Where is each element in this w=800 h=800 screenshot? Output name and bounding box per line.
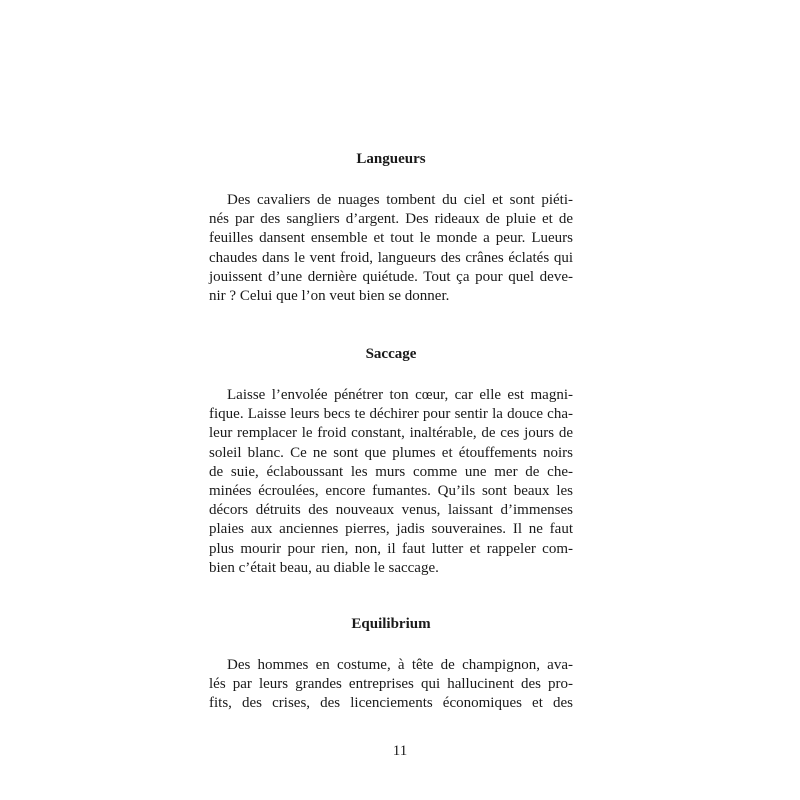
text-line: minées écroulées, encore fumantes. Qu’ils sont beaux les xyxy=(209,482,573,499)
paragraph xyxy=(209,191,573,306)
text-line: Laisse l’envolée pénétrer ton cœur, car elle est magni- xyxy=(227,387,573,403)
section-title: Equilibrium xyxy=(351,616,431,632)
text-line: soleil blanc. Ce ne sont que plumes et étouffements noirs xyxy=(209,444,573,461)
text-line: feuilles dansent ensemble et tout le monde a peur. Lueurs xyxy=(209,230,573,247)
text-line: décors détruits des nouveaux venus, laissant d’immenses xyxy=(209,502,573,519)
text-line: Des hommes en costume, à tête de champignon, ava- xyxy=(227,657,573,673)
section-title: Saccage xyxy=(365,346,417,362)
text-line: de suie, éclaboussant les murs comme une mer de che- xyxy=(209,463,573,480)
text-line: plus mourir pour rien, non, il faut lutter et rappeler com- xyxy=(209,540,573,557)
section-saccage xyxy=(209,344,573,578)
text-line: Des cavaliers de nuages tombent du ciel et sont piéti- xyxy=(227,192,573,208)
section-equilibrium xyxy=(209,614,573,714)
text-line: bien c’était beau, au diable le saccage. xyxy=(209,559,439,576)
paragraph xyxy=(209,656,573,714)
page-number: 11 xyxy=(392,743,408,759)
text-line: jouissent d’une dernière quiétude. Tout ça pour quel deve- xyxy=(209,268,573,285)
text-line: plaies aux anciennes pierres, jadis souveraines. Il ne faut xyxy=(209,521,573,538)
text-line: chaudes dans le vent froid, langueurs des crânes éclatés qui xyxy=(209,249,573,266)
text-line: leur remplacer le froid constant, inaltérable, de ces jours de xyxy=(209,425,573,442)
text-line: fits, des crises, des licenciements économiques et des xyxy=(209,695,573,712)
paragraph xyxy=(209,386,573,578)
section-title: Langueurs xyxy=(356,151,426,167)
text-line: nés par des sangliers d’argent. Des rideaux de pluie et de xyxy=(209,211,573,228)
text-line: lés par leurs grandes entreprises qui hallucinent des pro- xyxy=(209,676,573,693)
text-line: fique. Laisse leurs becs te déchirer pour sentir la douce cha- xyxy=(209,406,573,423)
section-langueurs xyxy=(209,149,573,306)
text-line: nir ? Celui que l’on veut bien se donner. xyxy=(209,287,450,304)
